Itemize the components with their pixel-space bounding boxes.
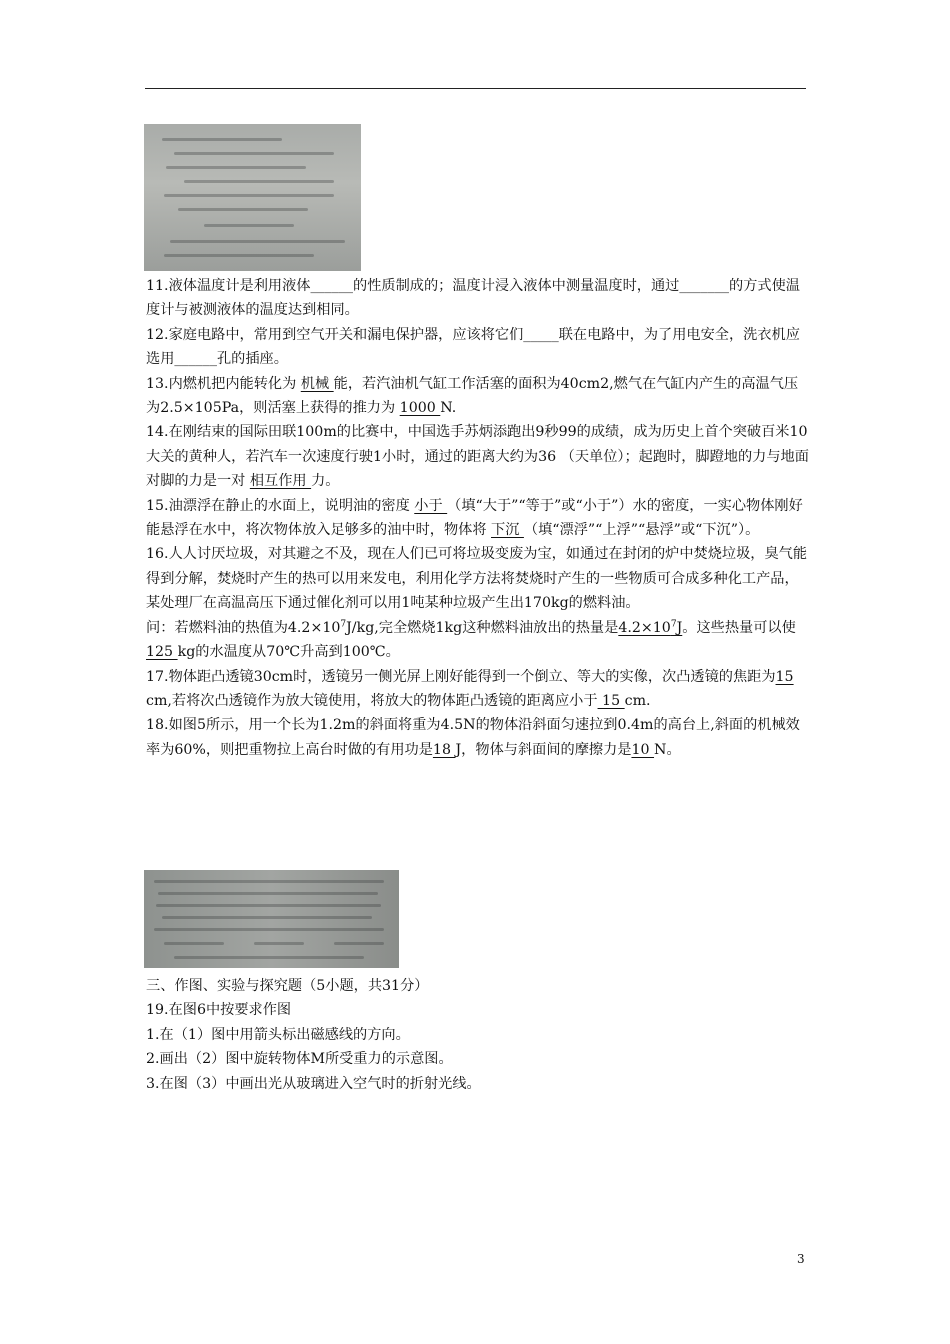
q19-item: 1.在（1）图中用箭头标出磁感线的方向。 xyxy=(146,1026,410,1043)
section-3 xyxy=(146,974,811,1096)
q16-ask-text: 问：若燃料油的热值为4.2×10 xyxy=(146,619,341,636)
q16-answer-1-base: 4.2×10 xyxy=(618,619,671,636)
q13-text-2: 能，若汽油机气缸工作活塞的面积为40cm2,燃气在气缸内产生的高温气压为2.5×105Pa，则活塞上获得的推力为 xyxy=(146,375,799,417)
header-rule xyxy=(145,88,806,89)
question-18 xyxy=(146,713,811,762)
q12-text-3: 孔的插座。 xyxy=(216,351,288,368)
q15-text: 15.油漂浮在静止的水面上，说明油的密度 xyxy=(146,497,415,514)
page-number: 3 xyxy=(797,1252,805,1266)
q18-text-3: N。 xyxy=(654,741,681,758)
q12-blank-2: ______ xyxy=(174,351,217,368)
question-16: 16.人人讨厌垃圾，对其避之不及，现在人们已可将垃圾变废为宝，如通过在封闭的炉中焚烧垃圾，臭气能得到分解，焚烧时产生的热可以用来发电，利用化学方法将焚烧时产生的一些物质可合成多种化工产品，某处理厂在高温高压下通过催化剂可以用1吨某种垃圾产生出170kg的燃料油。 xyxy=(146,546,808,612)
q18-text-2: J，物体与斜面间的摩擦力是 xyxy=(455,741,632,758)
section-3-heading: 三、作图、实验与探究题（5小题，共31分） xyxy=(146,978,429,994)
q13-text: 13.内燃机把内能转化为 xyxy=(146,375,301,392)
question-16-ask xyxy=(146,616,811,665)
q16-answer-1-unit: J xyxy=(676,619,683,636)
q17-answer-1: 15 xyxy=(775,668,794,685)
q14-text: 14.在刚结束的国际田联100m的比赛中，中国选手苏炳添跑出9秒99的成绩，成为历史上首个突破百米10大关的黄种人，若汽车一次速度行驶1小时，通过的距离大约为36 xyxy=(146,424,808,465)
q12-blank-1: _____ xyxy=(523,326,559,343)
q16-ask-text-3: 。这些热量可以使 xyxy=(682,619,796,636)
q15-text-3: （填“漂浮”“上浮”“悬浮”或“下沉”）。 xyxy=(523,522,760,539)
q17-text-3: cm. xyxy=(624,692,651,709)
q15-answer-1: 小于 xyxy=(414,497,448,514)
question-14 xyxy=(146,420,811,493)
question-12 xyxy=(146,323,811,372)
question-17 xyxy=(146,665,811,714)
q11-blank-2: _______ xyxy=(679,278,729,294)
q16-exponent-2: 7 xyxy=(670,618,677,629)
q11-text-3: 的方式使温度计与被测液体的温度达到相同。 xyxy=(146,278,800,319)
q17-text: 17.物体距凸透镜30cm时，透镜另一侧光屏上刚好能得到一个倒立、等大的实像，次凸透镜的焦距为 xyxy=(146,668,776,685)
q17-answer-2: 15 xyxy=(597,692,625,709)
scanned-photo-top xyxy=(144,124,361,271)
question-15 xyxy=(146,494,811,543)
q12-text: 12.家庭电路中，常用到空气开关和漏电保护器，应该将它们 xyxy=(146,326,524,343)
question-19: 19.在图6中按要求作图 xyxy=(146,1002,292,1019)
q16-answer-2: 125 xyxy=(146,644,178,661)
scanned-photo-bottom xyxy=(144,870,399,968)
q14-text-3: 力。 xyxy=(311,473,340,490)
q13-text-3: N. xyxy=(440,400,457,417)
question-13 xyxy=(146,372,811,421)
q18-answer-2: 10 xyxy=(631,741,655,758)
question-block xyxy=(146,274,811,762)
q16-answer-1 xyxy=(618,620,682,636)
q16-ask-text-2: J/kg,完全燃烧1kg这种燃料油放出的热量是 xyxy=(346,619,619,636)
q16-ask-text-4: kg的水温度从70℃升高到100℃。 xyxy=(177,644,400,661)
q16-exponent-1: 7 xyxy=(340,618,347,629)
q19-item: 2.画出（2）图中旋转物体M所受重力的示意图。 xyxy=(146,1051,453,1068)
q11-text: 11.液体温度计是利用液体 xyxy=(146,278,311,294)
q17-text-2: cm,若将次凸透镜作为放大镜使用，将放大的物体距凸透镜的距离应小于 xyxy=(146,692,598,709)
q19-item: 3.在图（3）中画出光从玻璃进入空气时的折射光线。 xyxy=(146,1075,481,1092)
q18-text: 18.如图5所示，用一个长为1.2m的斜面将重为4.5N的物体沿斜面匀速拉到0.4m的高台上,斜面的机械效率为60%，则把重物拉上高台时做的有用功是 xyxy=(146,717,800,758)
q11-blank-1: ______ xyxy=(310,278,354,294)
q15-text-2: （填“大于”“等于”或“小于”）水的密度，一实心物体刚好能悬浮在水中，将次物体放入足够多的油中时，物体将 xyxy=(146,497,803,539)
q15-answer-2: 下沉 xyxy=(491,522,524,539)
q14-text-2: （天单位）；起跑时，脚蹬地的力与地面对脚的力是一对 xyxy=(146,448,809,490)
q13-answer-1: 机械 xyxy=(300,375,334,392)
question-11 xyxy=(146,274,811,323)
q18-answer-1: 18 xyxy=(432,741,456,758)
q14-answer: 相互作用 xyxy=(249,473,312,490)
q11-text-2: 的性质制成的；温度计浸入液体中测量温度时，通过 xyxy=(353,278,680,294)
q12-text-2: 联在电路中，为了用电安全，洗衣机应选用 xyxy=(146,326,800,368)
q13-answer-2: 1000 xyxy=(399,400,441,417)
